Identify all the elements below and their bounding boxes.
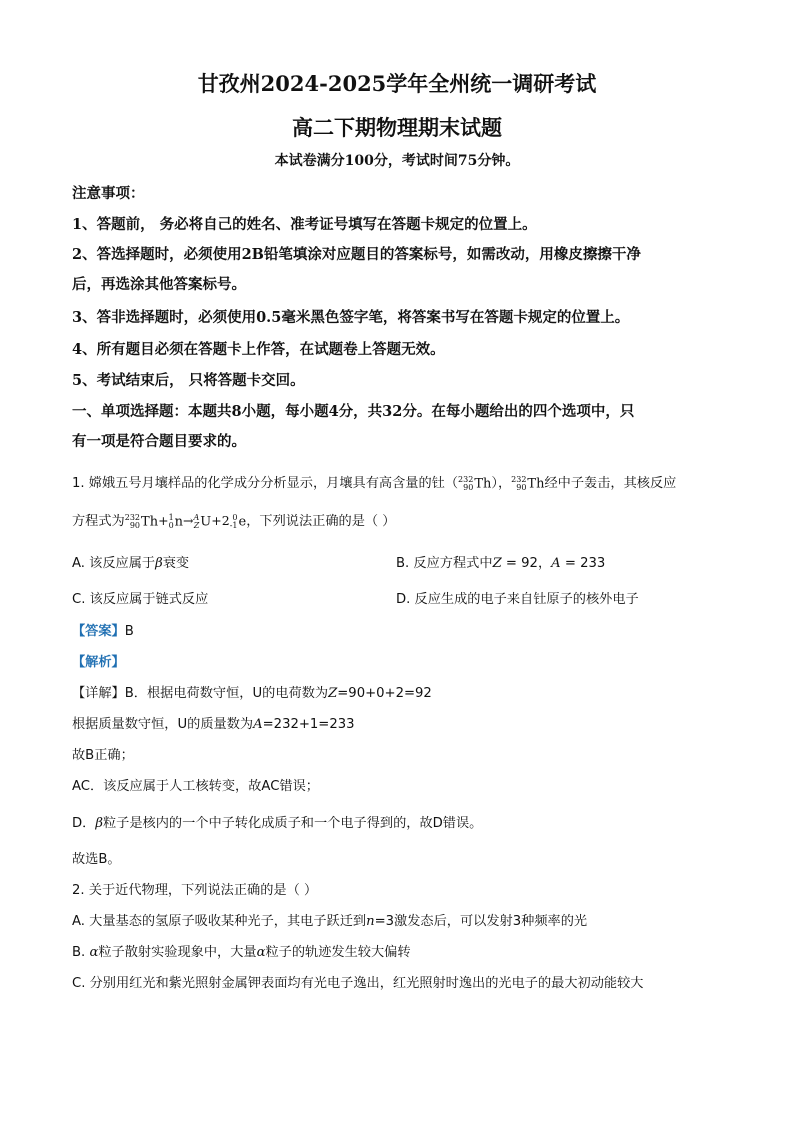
q1-stem-e: ，下列说法正确的是（ ） [246, 514, 396, 529]
detail-1-val: =90+0+2=92 [337, 686, 432, 701]
beta-symbol: β [95, 816, 103, 831]
q1-option-a [72, 552, 189, 571]
reaction-equation [125, 513, 246, 528]
exam-title: 甘孜州2024-2025学年全州统一调研考试 [197, 71, 597, 96]
notice-item-5: 5、考试结束后， 只将答题卡交回。 [72, 372, 305, 389]
q1-answer-line [72, 620, 134, 639]
eq-e-mass: 0 [232, 512, 238, 522]
q1-option-a-text: A. 该反应属于 [72, 556, 156, 571]
q1-detail-4: AC．该反应属于人工核转变，故AC错误； [72, 779, 319, 794]
q1-stem-a: 1. 嫦娥五号月壤样品的化学成分分析显示，月壤具有高含量的钍（ [72, 476, 459, 491]
q2-option-a [72, 910, 587, 929]
notice-item-2b: 后，再选涂其他答案标号。 [72, 276, 246, 293]
detail-1-var: Z [328, 686, 338, 701]
q2-option-a-text: A. 大量基态的氢原子吸收某种光子，其电子跃迁到 [72, 914, 367, 929]
var-n: n [366, 914, 375, 929]
eq-thorium [125, 514, 158, 530]
q1-stem-line-1 [72, 472, 676, 492]
th-mass: 232 [458, 474, 474, 484]
q1-option-b-end: = 233 [560, 556, 606, 571]
q1-option-b-mid: = 92， [501, 556, 552, 571]
eq-th-symbol: Th [141, 514, 159, 529]
q1-stem-b: ）， [491, 476, 512, 491]
q1-conclusion: 故选B。 [72, 852, 121, 867]
answer-value: B [124, 624, 134, 639]
notice-item-4: 4、所有题目必须在答题卡上作答，在试题卷上答题无效。 [72, 341, 445, 358]
beta-symbol: β [155, 556, 163, 571]
detail-5-b: 粒子是核内的一个中子转化成质子和一个电子得到的，故D错误。 [102, 816, 483, 831]
eq-electron [230, 514, 247, 530]
q2-option-b [72, 941, 411, 960]
eq-e-coef: 2 [221, 513, 230, 528]
eq-u-symbol: U [200, 514, 212, 529]
th-symbol: Th [527, 476, 545, 491]
thorium-nuclide-2 [511, 476, 544, 492]
detail-2-val: =232+1=233 [262, 717, 355, 732]
detail-2-text: 根据质量数守恒，U的质量数为 [72, 717, 254, 732]
eq-n-charge: 0 [168, 520, 174, 530]
notice-heading: 注意事项： [72, 185, 145, 202]
eq-u-mass: A [193, 512, 200, 522]
notice-item-2a: 2、答选择题时，必须使用2B铅笔填涂对应题目的答案标号，如需改动，用橡皮擦擦干净 [72, 246, 641, 263]
eq-th-mass: 232 [124, 512, 141, 522]
th-mass: 232 [511, 474, 527, 484]
q1-detail-1 [72, 682, 432, 701]
var-a: A [551, 556, 561, 571]
detail-tag: 【详解】 [72, 686, 125, 701]
answer-tag: 【答案】 [72, 624, 125, 639]
q1-analysis-line [72, 651, 125, 670]
q1-detail-3: 故B正确； [72, 748, 134, 763]
eq-n-mass: 1 [168, 512, 174, 522]
var-z: Z [492, 556, 502, 571]
eq-e-symbol: e [238, 514, 247, 529]
eq-neutron [169, 514, 183, 530]
q2-stem: 2. 关于近代物理，下列说法正确的是（ ） [72, 883, 318, 898]
detail-2-var: A [253, 717, 263, 732]
q2-option-b-tail: 粒子的轨迹发生较大偏转 [265, 945, 411, 960]
q1-option-c: C. 该反应属于链式反应 [72, 592, 209, 607]
detail-1-text: B．根据电荷数守恒，U的电荷数为 [124, 686, 329, 701]
eq-u-charge: Z [193, 520, 200, 530]
q1-stem-line-2 [72, 510, 395, 530]
analysis-tag: 【解析】 [72, 655, 125, 670]
notice-item-3: 3、答非选择题时，必须使用0.5毫米黑色签字笔，将答案书写在答题卡规定的位置上。 [72, 309, 630, 326]
detail-5-a: D． [72, 816, 96, 831]
q2-option-c: C. 分别用红光和紫光照射金属钾表面均有光电子逸出，红光照射时逸出的光电子的最大初动能较大 [72, 976, 644, 991]
exam-info: 本试卷满分100分，考试时间75分钟。 [274, 153, 520, 169]
th-charge: 90 [463, 482, 474, 492]
eq-n-symbol: n [174, 514, 184, 529]
q1-detail-2 [72, 713, 355, 732]
q2-option-a-tail: =3激发态后，可以发射3种频率的光 [374, 914, 588, 929]
notice-item-1: 1、答题前， 务必将自己的姓名、准考证号填写在答题卡规定的位置上。 [72, 216, 537, 233]
section-1-line-2: 有一项是符合题目要求的。 [72, 433, 246, 450]
q1-option-d: D. 反应生成的电子来自钍原子的核外电子 [396, 592, 639, 607]
q1-option-a-tail: 衰变 [162, 556, 190, 571]
q1-detail-5 [72, 812, 482, 831]
eq-arrow: → [183, 513, 194, 528]
alpha-symbol: α [89, 945, 99, 960]
q2-option-b-prefix: B. [72, 945, 90, 960]
q2-option-b-mid: 粒子散射实验现象中，大量 [98, 945, 257, 960]
thorium-nuclide-1 [458, 476, 491, 492]
alpha-symbol: α [256, 945, 266, 960]
section-1-line-1: 一、单项选择题：本题共8小题，每小题4分，共32分。在每小题给出的四个选项中，只 [72, 403, 635, 420]
q1-option-b-text: B. 反应方程式中 [396, 556, 493, 571]
th-charge: 90 [516, 482, 527, 492]
q1-stem-c: 经中子轰击，其核反应 [544, 476, 677, 491]
q1-stem-d: 方程式为 [72, 514, 125, 529]
eq-uranium [194, 514, 212, 530]
th-symbol: Th [474, 476, 492, 491]
exam-subtitle-title: 高二下期物理期末试题 [292, 115, 502, 140]
eq-e-charge: -1 [229, 520, 238, 530]
eq-plus-2: + [211, 513, 222, 528]
eq-th-charge: 90 [129, 520, 141, 530]
q1-option-b [396, 552, 605, 571]
eq-plus-1: + [158, 513, 169, 528]
